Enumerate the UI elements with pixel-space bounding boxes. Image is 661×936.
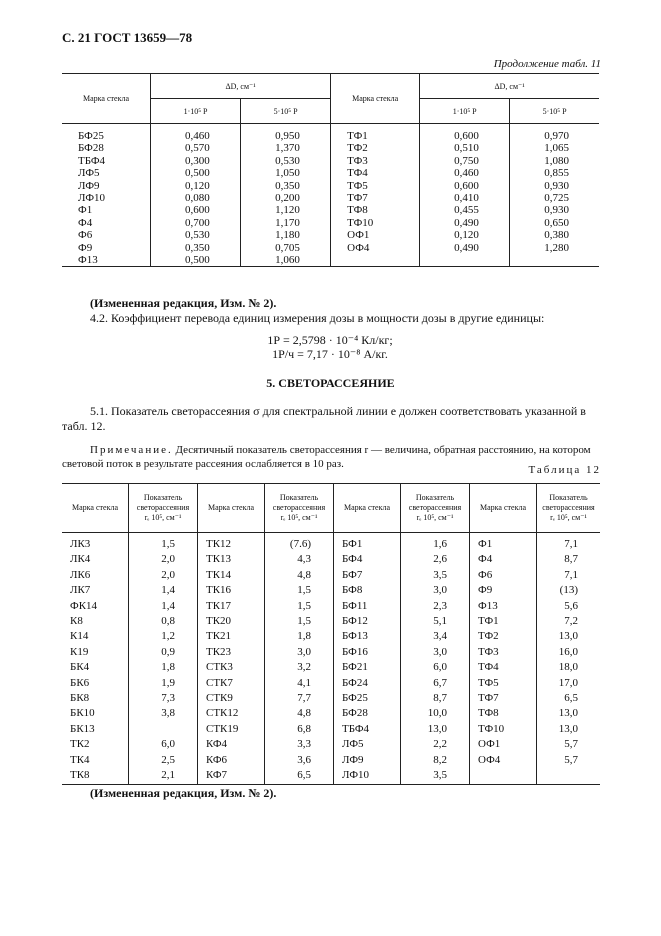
scatter-index-value: 6,5 — [564, 692, 578, 705]
value-5e5: 1,060 — [241, 254, 331, 267]
t12-header-index-4: Показатель светорассеяния rₑ 10⁵, см⁻¹ — [537, 484, 601, 533]
scatter-index-value: 1,9 — [129, 676, 198, 691]
value-1e5: 0,120 — [151, 180, 241, 192]
scatter-index-value: 2,0 — [129, 568, 198, 583]
value-1e5: 0,600 — [151, 204, 241, 216]
glass-name: ТК14 — [198, 568, 265, 583]
table-row — [62, 533, 600, 553]
sub-header-1e5-2: 1·10⁵ Р — [420, 99, 510, 124]
table-row — [62, 242, 599, 254]
glass-name: К8 — [62, 614, 129, 629]
scatter-index-value: 5,6 — [564, 599, 578, 612]
glass-name: ТК4 — [62, 753, 129, 768]
glass-name: БФ7 — [334, 568, 401, 583]
scatter-index-value: 1,2 — [129, 629, 198, 644]
glass-name: ТФ3 — [470, 645, 537, 660]
scatter-index-value: 3,0 — [401, 645, 470, 660]
value-5e5: 1,050 — [241, 167, 331, 179]
glass-name: БФ28 — [62, 142, 151, 154]
glass-name: БФ16 — [334, 645, 401, 660]
t12-header-index-1: Показатель светорассеяния rₑ 10⁵, см⁻¹ — [129, 484, 198, 533]
scatter-index-value: 6,7 — [401, 676, 470, 691]
glass-name: СТК7 — [198, 676, 265, 691]
value-5e5: 1,120 — [241, 204, 331, 216]
scatter-index-value: 7,3 — [129, 691, 198, 706]
paragraph-4-2: 4.2. Коэффициент перевода единиц измерения дозы в мощности дозы в другие единицы: — [90, 311, 545, 325]
glass-name: ТФ7 — [331, 192, 420, 204]
col-header-glass-2: Марка стекла — [331, 74, 420, 124]
col-header-glass: Марка стекла — [62, 74, 151, 124]
glass-name: СТК12 — [198, 706, 265, 721]
scatter-index-value: 7,7 — [265, 691, 334, 706]
scatter-index-value: 3,5 — [401, 568, 470, 583]
scatter-index-value: 1,4 — [129, 599, 198, 614]
glass-name: БФ1 — [334, 533, 401, 553]
table-row — [62, 142, 599, 154]
glass-name: БФ4 — [334, 552, 401, 567]
scatter-index-value: 6,5 — [265, 768, 334, 784]
glass-name: ТФ2 — [470, 629, 537, 644]
glass-name: ТК21 — [198, 629, 265, 644]
scatter-index-value: 8,7 — [564, 553, 578, 566]
glass-name: ТК17 — [198, 599, 265, 614]
value-5e5: 0,970 — [544, 130, 569, 142]
scatter-index-value: 6,8 — [265, 722, 334, 737]
sub-header-1e5: 1·10⁵ Р — [151, 99, 241, 124]
glass-name: ТК8 — [62, 768, 129, 784]
value-5e5: 0,200 — [241, 192, 331, 204]
glass-name: ЛК6 — [62, 568, 129, 583]
glass-name — [470, 768, 537, 784]
note-label: Примечание. — [90, 444, 173, 456]
scatter-index-value: 1,5 — [129, 533, 198, 553]
table-row — [62, 568, 600, 583]
glass-name: ОФ1 — [331, 229, 420, 241]
value-5e5: 1,180 — [241, 229, 331, 241]
value-1e5: 0,530 — [151, 229, 241, 241]
value-5e5: 0,530 — [241, 155, 331, 167]
glass-name: Ф1 — [62, 204, 151, 216]
scatter-index-value: 17,0 — [558, 676, 578, 689]
value-5e5: 1,170 — [241, 217, 331, 229]
value-1e5: 0,460 — [420, 167, 510, 179]
table-row — [62, 217, 599, 229]
glass-name: БФ24 — [334, 676, 401, 691]
scatter-index-value: 3,2 — [265, 660, 334, 675]
section-title: 5. СВЕТОРАССЕЯНИЕ — [266, 376, 395, 390]
glass-name: ОФ4 — [331, 242, 420, 254]
col-header-delta-2: ΔD, см⁻¹ — [420, 74, 599, 99]
table-row — [62, 192, 599, 204]
formula-1: 1Р = 2,5798 · 10⁻⁴ Кл/кг; — [267, 333, 393, 347]
scatter-index-value: 3,6 — [265, 753, 334, 768]
glass-name: Ф1 — [470, 533, 537, 553]
scatter-index-value: (7.6) — [265, 533, 334, 553]
glass-name: КФ6 — [198, 753, 265, 768]
table-row — [62, 229, 599, 241]
scatter-index-value: 5,1 — [401, 614, 470, 629]
glass-name: ТФ2 — [331, 142, 420, 154]
glass-name: ТК23 — [198, 645, 265, 660]
glass-name: ТФ3 — [331, 155, 420, 167]
table-12-label: Таблица 12 — [528, 464, 601, 476]
value-5e5: 0,380 — [544, 229, 569, 242]
scatter-index-value: 5,7 — [564, 753, 578, 766]
t12-header-glass-1: Марка стекла — [62, 484, 129, 533]
value-1e5: 0,300 — [151, 155, 241, 167]
value-1e5: 0,350 — [151, 242, 241, 254]
glass-name: ТФ8 — [470, 706, 537, 721]
glass-name: ТК12 — [198, 533, 265, 553]
table-row — [62, 629, 600, 644]
scatter-index-value: 10,0 — [401, 706, 470, 721]
glass-name: БФ11 — [334, 599, 401, 614]
table-continuation-note: Продолжение табл. 11 — [493, 58, 601, 70]
glass-name: ТФ8 — [331, 204, 420, 216]
glass-name: БК6 — [62, 676, 129, 691]
amendment-note-1: (Измененная редакция, Изм. № 2). — [90, 296, 277, 310]
t12-header-index-2: Показатель светорассеяния rₑ 10⁵, см⁻¹ — [265, 484, 334, 533]
glass-name: ОФ1 — [470, 737, 537, 752]
scatter-index-value: 13,0 — [558, 630, 578, 643]
scatter-index-value: 5,7 — [564, 738, 578, 751]
glass-name: ОФ4 — [470, 753, 537, 768]
glass-name: ЛФ9 — [334, 753, 401, 768]
table-row — [62, 753, 600, 768]
glass-name: БФ13 — [334, 629, 401, 644]
scatter-index-value: 1,4 — [129, 583, 198, 598]
value-1e5: 0,120 — [420, 229, 510, 241]
scatter-index-value: 1,5 — [265, 614, 334, 629]
scatter-index-value: 4,8 — [265, 568, 334, 583]
table-row — [62, 124, 599, 143]
scatter-index-value: 1,5 — [265, 583, 334, 598]
value-5e5: 1,080 — [544, 154, 569, 167]
glass-name: ТФ1 — [331, 124, 420, 143]
scatter-index-value: 3,0 — [265, 645, 334, 660]
glass-name: БФ8 — [334, 583, 401, 598]
glass-name: ТБФ4 — [334, 722, 401, 737]
scatter-index-value: 3,4 — [401, 629, 470, 644]
glass-name: К19 — [62, 645, 129, 660]
glass-name: БК10 — [62, 706, 129, 721]
glass-name: ТФ7 — [470, 691, 537, 706]
scatter-index-value: 16,0 — [558, 645, 578, 658]
glass-name: ТК2 — [62, 737, 129, 752]
scatter-index-value: 2,0 — [129, 552, 198, 567]
table-row — [62, 180, 599, 192]
note-text: Десятичный показатель светорассеяния r — величина, обратная расстоянию, на котором световой поток в результате рассеяния ослабляется в 10 раз. — [62, 444, 591, 470]
value-1e5: 0,410 — [420, 192, 510, 204]
scatter-index-value: 3,3 — [265, 737, 334, 752]
value-1e5: 0,490 — [420, 217, 510, 229]
scatter-index-value: 0,9 — [129, 645, 198, 660]
value-1e5: 0,700 — [151, 217, 241, 229]
value-1e5: 0,500 — [151, 167, 241, 179]
glass-name: Ф6 — [470, 568, 537, 583]
glass-name: БФ25 — [62, 124, 151, 143]
col-header-delta: ΔD, см⁻¹ — [151, 74, 331, 99]
glass-name: Ф9 — [470, 583, 537, 598]
glass-name: ТФ10 — [331, 217, 420, 229]
amendment-note-2: (Измененная редакция, Изм. № 2). — [90, 786, 277, 800]
glass-name: СТК19 — [198, 722, 265, 737]
value-5e5 — [510, 254, 599, 267]
glass-name: КФ7 — [198, 768, 265, 784]
scatter-index-value: 4,3 — [265, 552, 334, 567]
value-5e5: 1,280 — [544, 241, 569, 254]
glass-name: ТК13 — [198, 552, 265, 567]
sub-header-5e5: 5·10⁵ Р — [241, 99, 331, 124]
glass-name: ТФ4 — [470, 660, 537, 675]
value-5e5: 0,350 — [241, 180, 331, 192]
value-1e5: 0,510 — [420, 142, 510, 154]
scatter-index-value: 8,7 — [401, 691, 470, 706]
glass-name: БК8 — [62, 691, 129, 706]
value-1e5 — [420, 254, 510, 267]
table-row — [62, 691, 600, 706]
t12-header-glass-2: Марка стекла — [198, 484, 265, 533]
glass-name: БФ28 — [334, 706, 401, 721]
t12-header-glass-4: Марка стекла — [470, 484, 537, 533]
table-row — [62, 660, 600, 675]
glass-name: БФ12 — [334, 614, 401, 629]
glass-name: К14 — [62, 629, 129, 644]
scatter-index-value: 8,2 — [401, 753, 470, 768]
table-row — [62, 645, 600, 660]
scatter-index-value: 1,5 — [265, 599, 334, 614]
value-5e5: 0,930 — [544, 204, 569, 217]
value-5e5: 0,705 — [241, 242, 331, 254]
glass-name: КФ4 — [198, 737, 265, 752]
glass-name: ТК20 — [198, 614, 265, 629]
value-5e5: 0,855 — [544, 167, 569, 180]
t12-header-glass-3: Марка стекла — [334, 484, 401, 533]
glass-name: ТФ10 — [470, 722, 537, 737]
glass-name: ЛК7 — [62, 583, 129, 598]
scatter-index-value: 4,1 — [265, 676, 334, 691]
value-5e5: 0,930 — [544, 179, 569, 192]
value-5e5: 0,725 — [544, 192, 569, 205]
scatter-index-value: 7,1 — [564, 568, 578, 581]
glass-name: ЛФ5 — [334, 737, 401, 752]
t12-header-index-3: Показатель светорассеяния rₑ 10⁵, см⁻¹ — [401, 484, 470, 533]
table-row — [62, 676, 600, 691]
glass-name: ЛФ10 — [62, 192, 151, 204]
table-row — [62, 254, 599, 267]
scatter-index-value: 6,0 — [401, 660, 470, 675]
scatter-index-value: 3,8 — [129, 706, 198, 721]
scatter-index-value: 7,2 — [564, 615, 578, 628]
scatter-index-value: 4,8 — [265, 706, 334, 721]
glass-name: ЛФ10 — [334, 768, 401, 784]
scatter-index-value: 13,0 — [558, 722, 578, 735]
glass-name: СТК9 — [198, 691, 265, 706]
value-1e5: 0,490 — [420, 242, 510, 254]
note — [62, 443, 602, 471]
glass-name: Ф6 — [62, 229, 151, 241]
value-1e5: 0,600 — [420, 124, 510, 143]
value-5e5: 0,950 — [241, 124, 331, 143]
table-row — [62, 722, 600, 737]
scatter-index-value: 3,0 — [401, 583, 470, 598]
table-row — [62, 599, 600, 614]
scatter-index-value — [537, 768, 601, 784]
value-5e5: 0,650 — [544, 216, 569, 229]
glass-name: ЛФ9 — [62, 180, 151, 192]
glass-name — [331, 254, 420, 267]
table-row — [62, 737, 600, 752]
glass-name: БФ21 — [334, 660, 401, 675]
scatter-index-value: 6,0 — [129, 737, 198, 752]
value-5e5: 1,370 — [241, 142, 331, 154]
formula-2: 1Р/ч = 7,17 · 10⁻⁸ А/кг. — [272, 347, 388, 361]
glass-name: Ф13 — [62, 254, 151, 267]
scatter-index-value: 1,8 — [129, 660, 198, 675]
value-1e5: 0,500 — [151, 254, 241, 267]
value-5e5: 1,065 — [544, 142, 569, 155]
glass-name: БФ25 — [334, 691, 401, 706]
scatter-index-value: 2,2 — [401, 737, 470, 752]
glass-name: СТК3 — [198, 660, 265, 675]
value-1e5: 0,455 — [420, 204, 510, 216]
value-1e5: 0,080 — [151, 192, 241, 204]
glass-name: ЛК4 — [62, 552, 129, 567]
paragraph-5-1: 5.1. Показатель светорассеяния σ для спектральной линии e должен соответствовать указанной в табл. 12. — [62, 404, 586, 433]
scatter-index-value: (13) — [559, 584, 578, 597]
table-row — [62, 204, 599, 216]
scatter-index-value: 18,0 — [558, 661, 578, 674]
scatter-index-value: 2,3 — [401, 599, 470, 614]
value-1e5: 0,750 — [420, 155, 510, 167]
glass-name: ТК16 — [198, 583, 265, 598]
scatter-index-value: 1,6 — [401, 533, 470, 553]
scatter-index-value: 13,0 — [401, 722, 470, 737]
glass-name: ТФ1 — [470, 614, 537, 629]
value-1e5: 0,600 — [420, 180, 510, 192]
scatter-index-value: 1,8 — [265, 629, 334, 644]
value-1e5: 0,460 — [151, 124, 241, 143]
table-row — [62, 167, 599, 179]
table-11 — [62, 73, 599, 267]
table-row — [62, 768, 600, 784]
scatter-index-value: 13,0 — [558, 707, 578, 720]
glass-name: Ф4 — [470, 552, 537, 567]
glass-name: БК4 — [62, 660, 129, 675]
page-header: С. 21 ГОСТ 13659—78 — [62, 30, 193, 45]
scatter-index-value: 7,1 — [564, 538, 578, 550]
table-row — [62, 552, 600, 567]
scatter-index-value: 3,5 — [401, 768, 470, 784]
glass-name: ТФ4 — [331, 167, 420, 179]
table-row — [62, 706, 600, 721]
scatter-index-value: 0,8 — [129, 614, 198, 629]
glass-name: ФК14 — [62, 599, 129, 614]
table-row — [62, 583, 600, 598]
glass-name: ЛК3 — [62, 533, 129, 553]
glass-name: ТФ5 — [331, 180, 420, 192]
glass-name: БК13 — [62, 722, 129, 737]
table-12 — [62, 483, 600, 785]
value-1e5: 0,570 — [151, 142, 241, 154]
glass-name: ТБФ4 — [62, 155, 151, 167]
scatter-index-value: 2,1 — [129, 768, 198, 784]
glass-name: ЛФ5 — [62, 167, 151, 179]
scatter-index-value — [129, 722, 198, 737]
glass-name: Ф9 — [62, 242, 151, 254]
table-row — [62, 155, 599, 167]
glass-name: Ф4 — [62, 217, 151, 229]
glass-name: Ф13 — [470, 599, 537, 614]
scatter-index-value: 2,5 — [129, 753, 198, 768]
scatter-index-value: 2,6 — [401, 552, 470, 567]
glass-name: ТФ5 — [470, 676, 537, 691]
table-row — [62, 614, 600, 629]
sub-header-5e5-2: 5·10⁵ Р — [510, 99, 599, 124]
